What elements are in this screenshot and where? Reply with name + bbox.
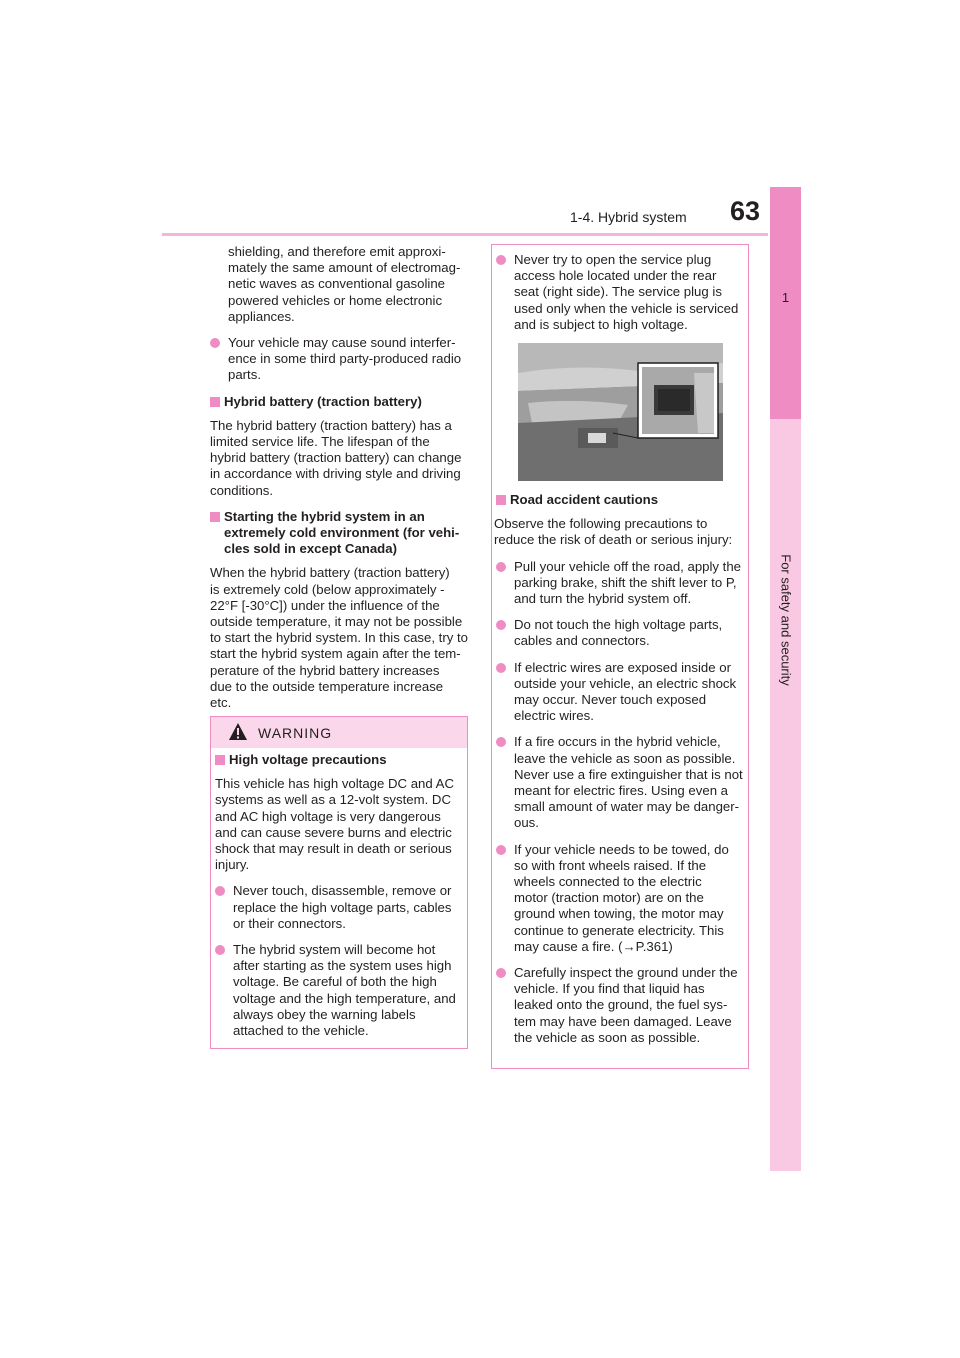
- bullet-dot: [496, 968, 506, 978]
- bullet-dot: [215, 886, 225, 896]
- bullet-dot: [496, 255, 506, 265]
- bullet-dot: [496, 562, 506, 572]
- bullet-text: Carefully inspect the ground under the vehicle. If you find that liquid has leaked onto the ground, the fuel sys- tem may have been damaged. Leave the vehicle as soon as possible.: [514, 965, 738, 1045]
- bullet-dot: [210, 338, 220, 348]
- warning-title: WARNING: [258, 725, 333, 741]
- bullet-text: If a fire occurs in the hybrid vehicle, leave the vehicle as soon as possible. Never use a fire extinguisher that is not meant for electric fires. Using even a small amount of water may be danger- ous.: [514, 734, 743, 831]
- bullet-item: [496, 842, 746, 955]
- bullet-item: [496, 734, 746, 831]
- bullet-text: Never touch, disassemble, remove or replace the high voltage parts, cables or their connectors.: [233, 883, 452, 931]
- bullet-item: [496, 617, 746, 649]
- cold-paragraph: When the hybrid battery (traction battery) is extremely cold (below approximately - 22°F [-30°C]) under the influence of the outside temperature, it may not be possible to start the hybrid system. In this case, try to start the hybrid system again after the tem- perature of the hybrid battery increases due to the outside temperature increase etc.: [210, 565, 468, 711]
- bullet-dot: [496, 737, 506, 747]
- heading-square: [210, 512, 220, 522]
- bullet-dot: [215, 945, 225, 955]
- bullet-item: [215, 942, 465, 1039]
- bullet-item: [496, 965, 746, 1046]
- bullet-item: [496, 559, 746, 608]
- bullet-text: If electric wires are exposed inside or outside your vehicle, an electric shock may occur. Never touch exposed electric wires.: [514, 659, 737, 724]
- left-column: [210, 244, 472, 711]
- bullet-item: [215, 883, 465, 932]
- warning-triangle-icon: [228, 722, 248, 742]
- bullet-dot: [496, 663, 506, 673]
- warning-content: [215, 752, 465, 1039]
- chapter-title: For safety and security: [778, 554, 794, 686]
- heading-text: Road accident cautions: [510, 492, 659, 507]
- bullet-text: If your vehicle needs to be towed, do so with front wheels raised. If the wheels connected to the electric motor (traction motor) are on the ground when towing, the motor may continue to generate electricity. This may cause a fire. (→P.361): [514, 841, 729, 954]
- page-number: 63: [730, 196, 761, 226]
- heading-text: High voltage precautions: [229, 752, 387, 767]
- bullet-dot: [496, 620, 506, 630]
- header-rule: [162, 233, 768, 236]
- service-plug-bullet: [496, 252, 746, 333]
- accident-intro: Observe the following precautions to reduce the risk of death or serious injury:: [494, 516, 733, 548]
- heading-road-accident: [496, 492, 746, 508]
- chapter-number: 1: [781, 290, 790, 305]
- bullet-text: Pull your vehicle off the road, apply the parking brake, shift the shift lever to P, and turn the hybrid system off.: [514, 558, 742, 607]
- heading-square: [215, 755, 225, 765]
- service-plug-photo: [518, 343, 723, 481]
- heading-text: Starting the hybrid system in an extremely cold environment (for vehi- cles sold in except Canada): [224, 508, 460, 557]
- accident-section: [496, 492, 746, 1046]
- battery-paragraph: The hybrid battery (traction battery) has a limited service life. The lifespan of the hybrid battery (traction battery) can change in accordance with driving style and driving conditions.: [210, 417, 462, 498]
- bullet-text: Do not touch the high voltage parts, cables and connectors.: [514, 617, 723, 649]
- heading-high-voltage: [215, 752, 465, 768]
- bullet-text: Your vehicle may cause sound interfer- ence in some third party-produced radio parts.: [228, 335, 462, 383]
- bullet-text: Never try to open the service plug access hole located under the rear seat (right side). The service plug is used only when the vehicle is serviced and is subject to high voltage.: [514, 252, 739, 332]
- bullet-text: The hybrid system will become hot after starting as the system uses high voltage. Be careful of both the high voltage and the high temperature, and always obey the warning labels attached to the vehicle.: [233, 942, 456, 1039]
- heading-cold-start: [210, 509, 472, 558]
- bullet-item: [496, 252, 746, 333]
- heading-text: Hybrid battery (traction battery): [224, 393, 422, 409]
- warning-header: [211, 717, 467, 748]
- heading-square: [496, 495, 506, 505]
- section-title: 1-4. Hybrid system: [570, 209, 687, 225]
- chapter-title-vertical: [772, 520, 800, 720]
- bullet-dot: [496, 845, 506, 855]
- heading-hybrid-battery: [210, 394, 472, 410]
- continued-paragraph: shielding, and therefore emit approxi- mately the same amount of electromag- netic waves as conventional gasoline powered vehicles or home electronic appliances.: [228, 244, 461, 324]
- heading-square: [210, 397, 220, 407]
- warning-intro: This vehicle has high voltage DC and AC systems as well as a 12-volt system. DC and AC high voltage is very dangerous and can cause severe burns and electric shock that may result in death or serious injury.: [215, 776, 454, 873]
- bullet-item: [496, 660, 746, 725]
- bullet-item: [210, 335, 472, 384]
